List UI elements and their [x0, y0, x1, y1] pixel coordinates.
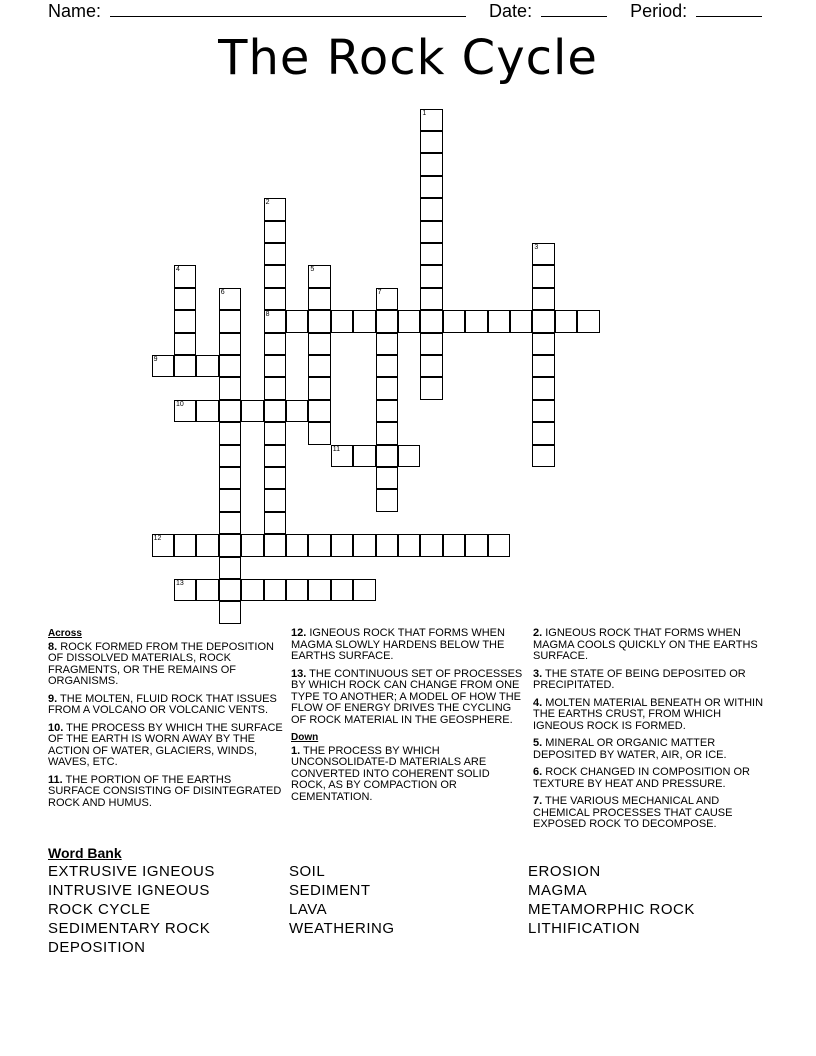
crossword-cell[interactable]: [488, 310, 510, 332]
crossword-cell[interactable]: [219, 534, 241, 556]
clue-number: 3: [534, 244, 539, 251]
crossword-cell[interactable]: [398, 310, 420, 332]
crossword-cell[interactable]: [331, 310, 353, 332]
crossword-cell[interactable]: [510, 310, 532, 332]
word-bank-item: DEPOSITION: [48, 939, 146, 956]
crossword-cell[interactable]: [219, 512, 241, 534]
crossword-cell[interactable]: [353, 534, 375, 556]
crossword-cell[interactable]: [420, 221, 442, 243]
crossword-cell[interactable]: [376, 310, 398, 332]
crossword-cell[interactable]: [308, 265, 330, 287]
crossword-cell[interactable]: [398, 445, 420, 467]
crossword-cell[interactable]: [443, 310, 465, 332]
crossword-cell[interactable]: [219, 579, 241, 601]
crossword-cell[interactable]: [420, 534, 442, 556]
word-bank-title: Word Bank: [48, 845, 122, 861]
crossword-cell[interactable]: [264, 467, 286, 489]
crossword-cell[interactable]: [308, 333, 330, 355]
crossword-cell[interactable]: [264, 400, 286, 422]
clue-down-3: 3. THE STATE OF BEING DEPOSITED OR PRECIPITATED.: [533, 667, 746, 691]
crossword-cell[interactable]: [443, 534, 465, 556]
crossword-cell[interactable]: [174, 534, 196, 556]
crossword-cell[interactable]: [174, 355, 196, 377]
word-bank-column-3: [528, 862, 695, 938]
crossword-cell[interactable]: [353, 445, 375, 467]
crossword-cell[interactable]: [532, 243, 554, 265]
clue-number: 9: [153, 356, 158, 363]
clue-down-2: 2. IGNEOUS ROCK THAT FORMS WHEN MAGMA COOLS QUICKLY ON THE EARTHS SURFACE.: [533, 627, 758, 662]
crossword-cell[interactable]: [420, 176, 442, 198]
crossword-cell[interactable]: [376, 400, 398, 422]
page-title: The Rock Cycle: [218, 30, 598, 86]
word-bank-item: SOIL: [289, 863, 326, 880]
crossword-cell[interactable]: [308, 310, 330, 332]
crossword-cell[interactable]: [219, 467, 241, 489]
crossword-cell[interactable]: [264, 288, 286, 310]
crossword-cell[interactable]: [241, 579, 263, 601]
word-bank-item: MAGMA: [528, 882, 588, 899]
crossword-cell[interactable]: [308, 400, 330, 422]
crossword-cell[interactable]: [264, 355, 286, 377]
crossword-cell[interactable]: [286, 579, 308, 601]
crossword-cell[interactable]: [219, 422, 241, 444]
crossword-cell[interactable]: [241, 534, 263, 556]
clue-across-8: 8. ROCK FORMED FROM THE DEPOSITION OF DISSOLVED MATERIALS, ROCK FRAGMENTS, OR THE REMAINS OF ORGANISMS.: [48, 640, 274, 687]
crossword-cell[interactable]: [219, 310, 241, 332]
crossword-cell[interactable]: [532, 310, 554, 332]
crossword-cell[interactable]: [264, 534, 286, 556]
crossword-cell[interactable]: [264, 512, 286, 534]
clue-number: 12: [153, 535, 162, 543]
crossword-cell[interactable]: [264, 265, 286, 287]
crossword-cell[interactable]: [219, 445, 241, 467]
crossword-cell[interactable]: [555, 310, 577, 332]
clue-across-13: 13. THE CONTINUOUS SET OF PROCESSES BY WHICH ROCK CAN CHANGE FROM ONE TYPE TO ANOTHER; A MODEL OF HOW THE FLOW OF ENERGY DRIVES THE CYCLING OF ROCK MATERIAL IN THE GEOSPHERE.: [291, 667, 523, 726]
crossword-cell[interactable]: [331, 579, 353, 601]
crossword-cell[interactable]: [174, 400, 196, 422]
clue-number: 10: [176, 400, 184, 408]
crossword-cell[interactable]: [532, 333, 554, 355]
crossword-cell[interactable]: [219, 601, 241, 623]
clue-number: 5: [310, 266, 315, 274]
crossword-cell[interactable]: [331, 534, 353, 556]
clue-down-4: 4. MOLTEN MATERIAL BENEATH OR WITHIN THE EARTHS CRUST, FROM WHICH IGNEOUS ROCK IS FORMED.: [533, 696, 764, 732]
crossword-cell[interactable]: [420, 243, 442, 265]
crossword-cell[interactable]: [264, 310, 286, 332]
crossword-cell[interactable]: [174, 265, 196, 287]
crossword-cell[interactable]: [219, 355, 241, 377]
crossword-cell[interactable]: [420, 153, 442, 175]
crossword-cell[interactable]: [308, 377, 330, 399]
word-bank-item: WEATHERING: [289, 920, 395, 937]
clue-down-6: 6. ROCK CHANGED IN COMPOSITION OR TEXTURE BY HEAT AND PRESSURE.: [533, 766, 750, 790]
clue-down-7: 7. THE VARIOUS MECHANICAL AND CHEMICAL PROCESSES THAT CAUSE EXPOSED ROCK TO DECOMPOSE.: [533, 795, 733, 830]
word-bank-item: ROCK CYCLE: [48, 901, 151, 918]
crossword-cell[interactable]: [219, 333, 241, 355]
crossword-cell[interactable]: [286, 534, 308, 556]
clue-number: 11: [332, 445, 341, 453]
clue-across-11: 11. THE PORTION OF THE EARTHS SURFACE CONSISTING OF DISINTEGRATED ROCK AND HUMUS.: [48, 773, 282, 809]
crossword-cell[interactable]: [308, 288, 330, 310]
crossword-cell[interactable]: [465, 534, 487, 556]
word-bank-item: SEDIMENT: [289, 882, 371, 899]
crossword-cell[interactable]: [376, 422, 398, 444]
word-bank-item: INTRUSIVE IGNEOUS: [48, 882, 210, 899]
crossword-cell[interactable]: [532, 422, 554, 444]
crossword-cell[interactable]: [376, 467, 398, 489]
crossword-cell[interactable]: [488, 534, 510, 556]
crossword-cell[interactable]: [264, 445, 286, 467]
word-bank-item: LITHIFICATION: [528, 920, 641, 937]
crossword-cell[interactable]: [532, 445, 554, 467]
crossword-cell[interactable]: [196, 355, 218, 377]
clue-down-5: 5. MINERAL OR ORGANIC MATTER DEPOSITED BY WATER, AIR, OR ICE.: [533, 737, 727, 761]
crossword-cell[interactable]: [577, 310, 599, 332]
crossword-cell[interactable]: [420, 310, 442, 332]
crossword-cell[interactable]: [532, 288, 554, 310]
crossword-cell[interactable]: [219, 288, 241, 310]
crossword-cell[interactable]: [308, 579, 330, 601]
crossword-cell[interactable]: [376, 489, 398, 511]
across-heading: Across: [48, 628, 82, 639]
clue-number: 8: [265, 311, 270, 319]
word-bank-item: EROSION: [528, 863, 601, 880]
crossword-cell[interactable]: [420, 265, 442, 287]
crossword-cell[interactable]: [353, 310, 375, 332]
date-label: Date:: [489, 1, 533, 21]
crossword-cell[interactable]: [264, 422, 286, 444]
crossword-cell[interactable]: [219, 400, 241, 422]
clue-number: 6: [220, 288, 225, 296]
crossword-cell[interactable]: [286, 310, 308, 332]
crossword-cell[interactable]: [152, 355, 174, 377]
crossword-cell[interactable]: [241, 400, 263, 422]
crossword-cell[interactable]: [308, 355, 330, 377]
word-bank-column-2: [289, 862, 395, 938]
crossword-cell[interactable]: [376, 355, 398, 377]
crossword-cell[interactable]: [532, 377, 554, 399]
clue-number: 2: [265, 199, 270, 207]
crossword-cell[interactable]: [308, 534, 330, 556]
crossword-cell[interactable]: [219, 557, 241, 579]
crossword-cell[interactable]: [420, 109, 442, 131]
crossword-cell[interactable]: [532, 400, 554, 422]
crossword-cell[interactable]: [219, 377, 241, 399]
crossword-cell[interactable]: [420, 355, 442, 377]
crossword-cell[interactable]: [196, 534, 218, 556]
crossword-cell[interactable]: [174, 310, 196, 332]
clue-across-12: 12. IGNEOUS ROCK THAT FORMS WHEN MAGMA SLOWLY HARDENS BELOW THE EARTHS SURFACE.: [291, 627, 505, 662]
crossword-cell[interactable]: [174, 288, 196, 310]
crossword-cell[interactable]: [420, 131, 442, 153]
down-heading: Down: [291, 732, 319, 743]
crossword-cell[interactable]: [152, 534, 174, 556]
crossword-cell[interactable]: [532, 355, 554, 377]
crossword-cell[interactable]: [174, 333, 196, 355]
crossword-cell[interactable]: [264, 221, 286, 243]
crossword-cell[interactable]: [264, 579, 286, 601]
crossword-cell[interactable]: [420, 377, 442, 399]
clue-down-1: 1. THE PROCESS BY WHICH UNCONSOLIDATE-D MATERIALS ARE CONVERTED INTO COHERENT SOLID ROCK, AS BY COMPACTION OR CEMENTATION.: [291, 744, 490, 803]
crossword-cell[interactable]: [398, 534, 420, 556]
crossword-cell[interactable]: [264, 489, 286, 511]
crossword-cell[interactable]: [196, 579, 218, 601]
crossword-cell[interactable]: [532, 265, 554, 287]
clue-number: 1: [422, 109, 427, 117]
crossword-cell[interactable]: [264, 333, 286, 355]
crossword-cell[interactable]: [420, 288, 442, 310]
clues-column-3: [533, 628, 773, 837]
crossword-cell[interactable]: [331, 445, 353, 467]
crossword-cell[interactable]: [376, 445, 398, 467]
crossword-cell[interactable]: [420, 333, 442, 355]
crossword-cell[interactable]: [286, 400, 308, 422]
crossword-cell[interactable]: [376, 377, 398, 399]
crossword-cell[interactable]: [376, 288, 398, 310]
clues-column-2: [291, 628, 523, 809]
word-bank-item: EXTRUSIVE IGNEOUS: [48, 863, 215, 880]
crossword-cell[interactable]: [264, 377, 286, 399]
crossword-cell[interactable]: [376, 333, 398, 355]
date-blank[interactable]: [541, 0, 607, 17]
crossword-cell[interactable]: [420, 198, 442, 220]
crossword-cell[interactable]: [353, 579, 375, 601]
clue-across-9: 9. THE MOLTEN, FLUID ROCK THAT ISSUES FROM A VOLCANO OR VOLCANIC VENTS.: [48, 692, 277, 716]
crossword-cell[interactable]: [465, 310, 487, 332]
word-bank-item: LAVA: [289, 901, 328, 918]
name-blank[interactable]: [110, 0, 466, 17]
word-bank-item: METAMORPHIC ROCK: [528, 901, 695, 918]
clue-number: 7: [377, 288, 382, 296]
crossword-cell[interactable]: [196, 400, 218, 422]
clue-number: 13: [176, 580, 184, 587]
clues-column-1: [48, 628, 284, 815]
crossword-cell[interactable]: [219, 489, 241, 511]
student-info-header: [48, 0, 762, 22]
crossword-cell[interactable]: [308, 422, 330, 444]
clue-across-10: 10. THE PROCESS BY WHICH THE SURFACE OF THE EARTH IS WORN AWAY BY THE ACTION OF WATER, GLACIERS, WINDS, WAVES, ETC.: [48, 721, 283, 768]
word-bank-item: SEDIMENTARY ROCK: [48, 920, 211, 937]
name-label: Name:: [48, 1, 102, 21]
crossword-cell[interactable]: [264, 198, 286, 220]
period-label: Period:: [630, 1, 688, 21]
crossword-cell[interactable]: [264, 243, 286, 265]
crossword-cell[interactable]: [376, 534, 398, 556]
clue-number: 4: [176, 266, 180, 274]
crossword-cell[interactable]: [174, 579, 196, 601]
period-blank[interactable]: [696, 0, 762, 17]
word-bank-column-1: [48, 862, 215, 957]
